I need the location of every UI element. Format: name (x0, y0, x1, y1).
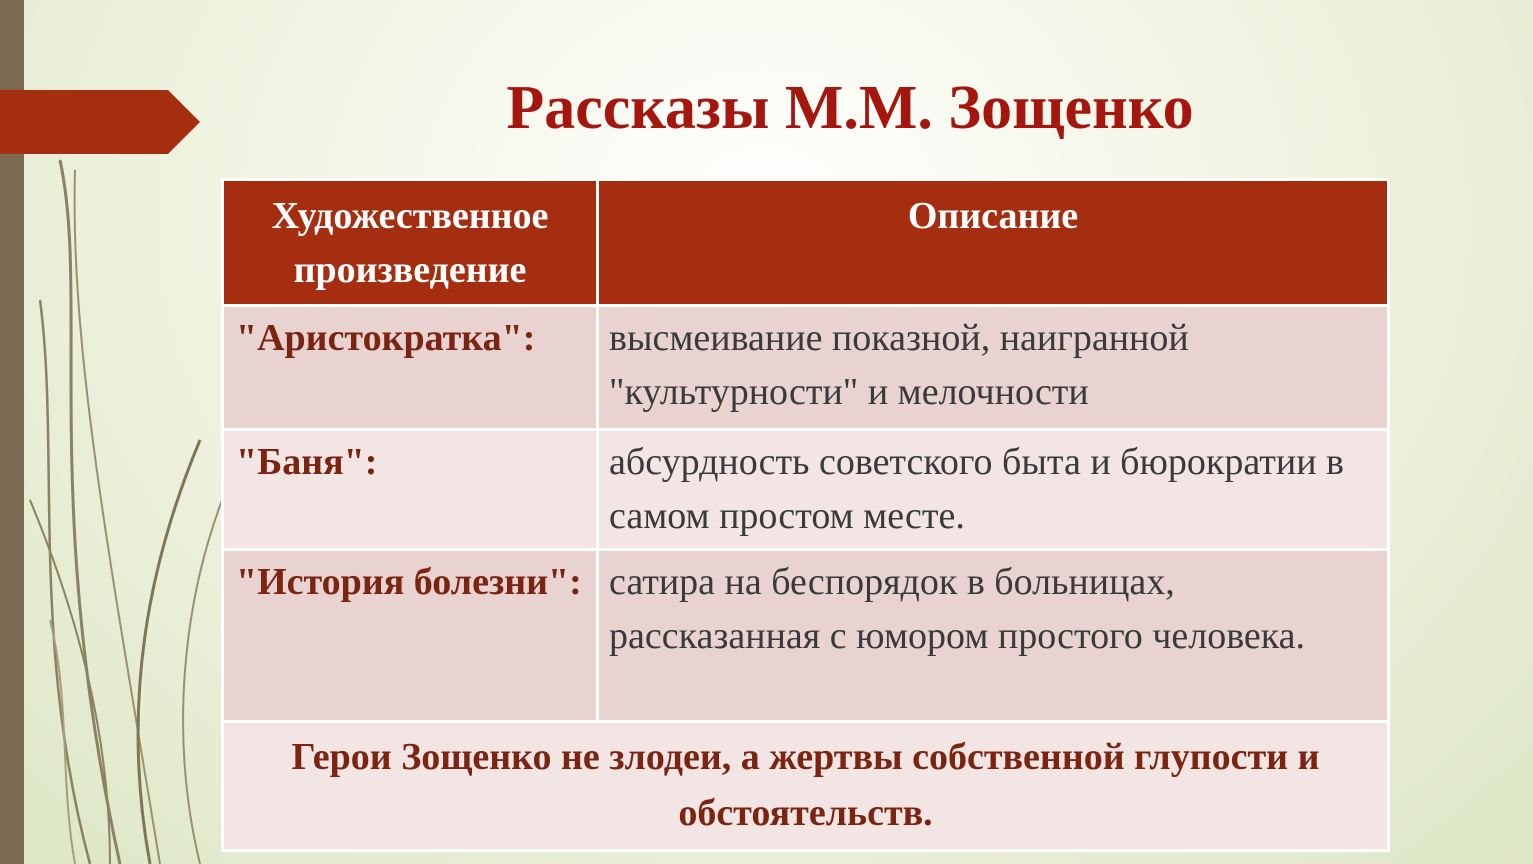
work-cell: "Аристократка": (223, 306, 598, 430)
description-cell: абсурдность советского быта и бюрократии в самом простом месте. (598, 430, 1389, 550)
header-work: Художественное произведение (223, 180, 598, 306)
work-cell: "История болезни": (223, 550, 598, 722)
table-row (223, 430, 1389, 550)
conclusion-row (223, 722, 1389, 851)
table-row (223, 550, 1389, 722)
arrow-banner (0, 90, 200, 154)
description-cell: сатира на беспорядок в больницах, рассказанная с юмором простого человека. (598, 550, 1389, 722)
table-header-row (223, 180, 1389, 306)
description-cell: высмеивание показной, наигранной "культурности" и мелочности (598, 306, 1389, 430)
stories-table (221, 178, 1390, 852)
slide-title: Рассказы М.М. Зощенко (506, 74, 1194, 142)
header-description: Описание (598, 180, 1389, 306)
conclusion-cell: Герои Зощенко не злодеи, а жертвы собственной глупости и обстоятельств. (223, 722, 1389, 851)
work-cell: "Баня": (223, 430, 598, 550)
table-row (223, 306, 1389, 430)
